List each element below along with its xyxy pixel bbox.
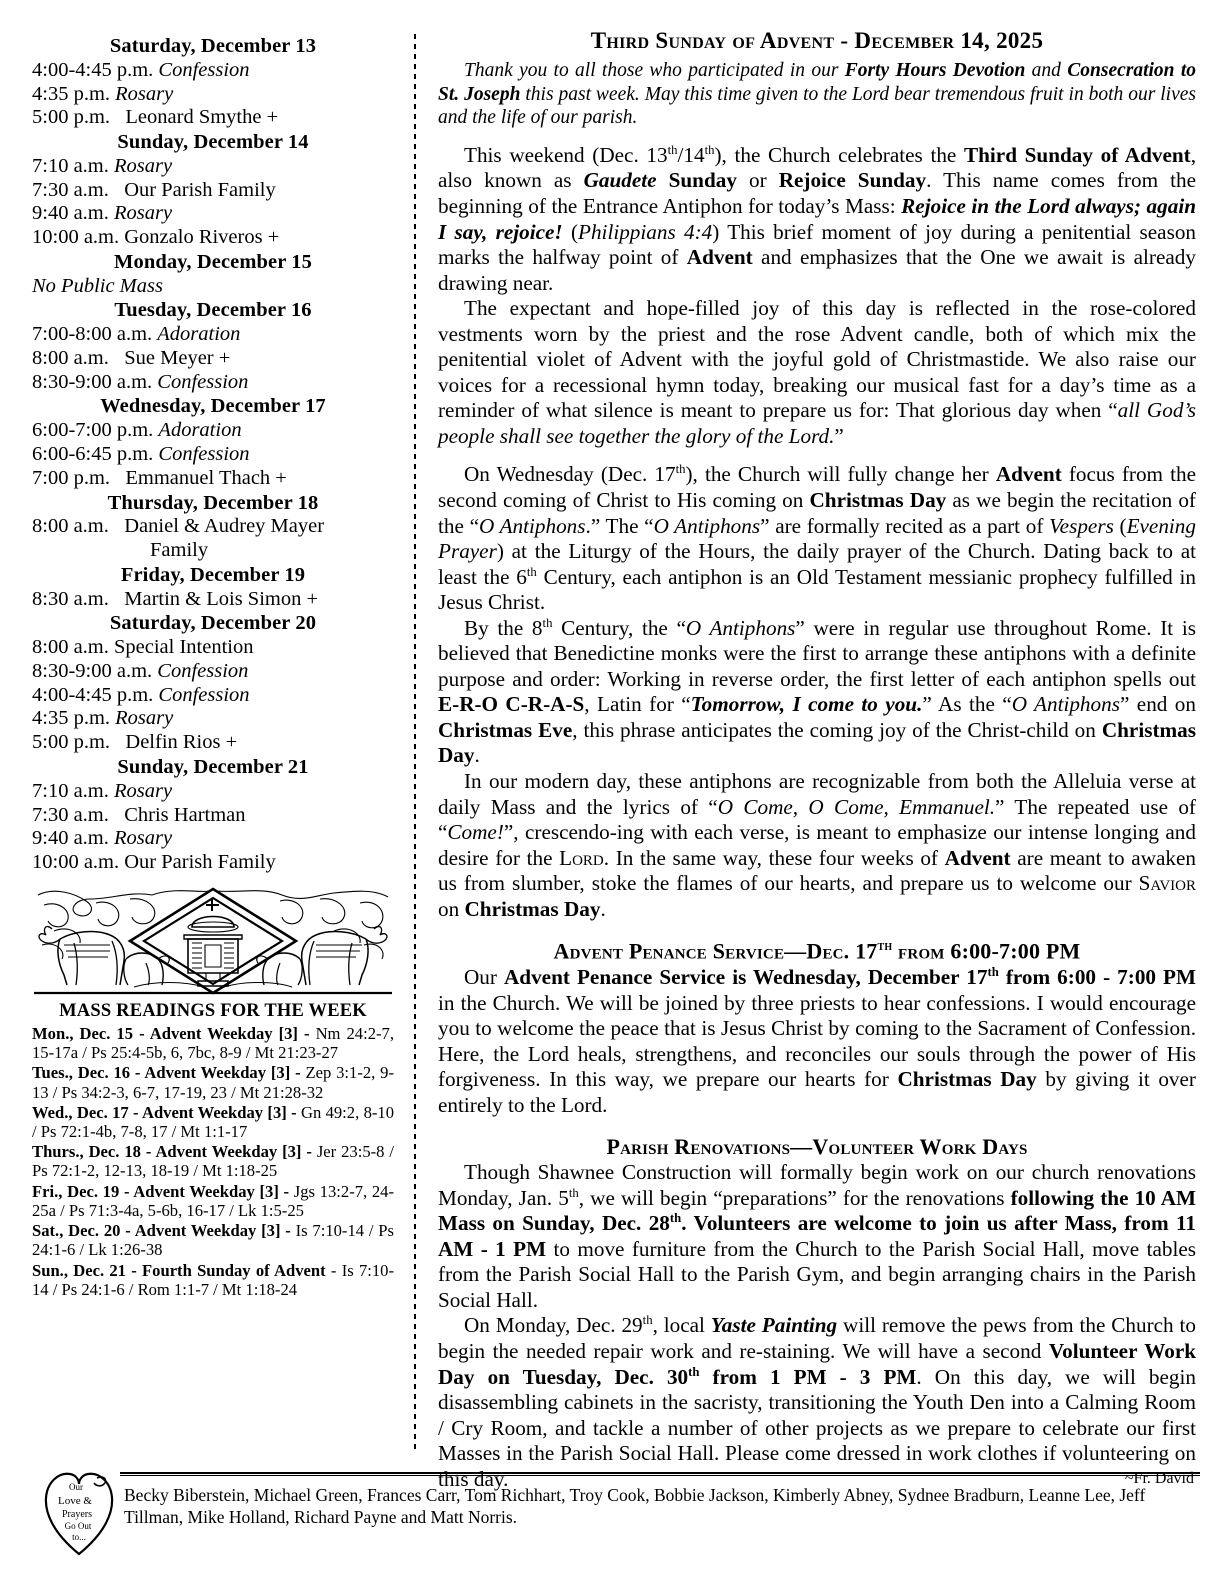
page-title: Third Sunday of Advent - December 14, 2025 — [590, 28, 1044, 53]
signature: ~Fr. David — [1124, 1470, 1194, 1488]
reading-item: Fri., Dec. 19 - Advent Weekday [3] - Jgs 13:2-7, 24-25a / Ps 71:3-4a, 5-6b, 16-17 / Lk 1:5-25 — [32, 1181, 394, 1220]
footer-rule — [120, 1472, 1200, 1476]
svg-text:Our: Our — [69, 1482, 83, 1492]
prayer-footer — [24, 1458, 1200, 1574]
reading-item: Thurs., Dec. 18 - Advent Weekday [3] - Jer 23:5-8 / Ps 72:1-2, 12-13, 18-19 / Mt 1:18-25 — [32, 1142, 394, 1181]
schedule-entry: 6:00-7:00 p.m. Adoration — [32, 419, 242, 442]
schedule-day-heading: Monday, December 15 — [114, 250, 312, 273]
reading-item: Tues., Dec. 16 - Advent Weekday [3] - Zep 3:1-2, 9-13 / Ps 34:2-3, 6-7, 17-19, 23 / Mt 21:28-32 — [32, 1063, 394, 1102]
prayer-names: Becky Biberstein, Michael Green, Frances Carr, Tom Richhart, Troy Cook, Bobbie Jackson, Kimberly Abney, Sydnee Bradburn, Leanne Lee, Jeff Tillman, Mike Holland, Richard Payne and Matt Norris. — [124, 1485, 1146, 1528]
deer-tabernacle-illustration — [32, 885, 394, 997]
schedule-day-heading: Thursday, December 18 — [107, 491, 319, 514]
schedule-entry: 4:00-4:45 p.m. Confession — [32, 683, 250, 706]
schedule-entry: 7:10 a.m. Rosary — [32, 154, 173, 177]
schedule-entry: 5:00 p.m. Delfin Rios + — [32, 731, 238, 754]
svg-text:Go Out: Go Out — [64, 1521, 92, 1531]
schedule-day-heading: Friday, December 19 — [120, 563, 306, 586]
renovations-paragraph: Though Shawnee Construction will formally begin work on our church renovations Monday, Jan. 5th, we will begin “preparations” for the renovations following the 10 AM Mass on Sunday, Dec. 28th. Volunteers are welcome to join us after Mass, from 11 AM - 1 PM to move furniture from the Church to the Parish Social Hall, move tables from the Parish Social Hall to the Parish Gym, and begin arranging chairs in the Parish Social Hall. — [438, 1160, 1196, 1312]
schedule-entry: 7:30 a.m. Chris Hartman — [32, 803, 246, 826]
schedule-entry: 6:00-6:45 p.m. Confession — [32, 443, 250, 466]
schedule-entry: 8:30-9:00 a.m. Confession — [32, 659, 249, 682]
letter-paragraph: This weekend (Dec. 13th/14th), the Church celebrates the Third Sunday of Advent, also known as Gaudete Sunday or Rejoice Sunday. This name comes from the beginning of the Entrance Antiphon for today’s Mass: Rejoice in the Lord always; again I say, rejoice! (Philippians 4:4) This brief moment of joy during a penitential season marks the halfway point of Advent and emphasizes that the One we await is already drawing near. — [438, 142, 1197, 295]
letter-paragraph: The expectant and hope-filled joy of this day is reflected in the rose-colored vestments worn by the priest and the rose Advent candle, both of which mix the penitential violet of Advent with the joyful gold of Christmastide. We also raise our voices for a recessional hymn today, breaking our musical fast for a day’s time as a reminder of what silence is meant to prepare us for: That glorious day when “all God’s people shall see together the glory of the Lord.” — [438, 296, 1196, 448]
penance-service-heading: Advent Penance Service—Dec. 17th from 6:00-7:00 PM — [553, 938, 1081, 964]
schedule-note: No Public Mass — [32, 274, 163, 297]
renovations-paragraph: On Monday, Dec. 29th, local Yaste Painting will remove the pews from the Church to begin the needed repair work and re-staining. We will have a second Volunteer Work Day on Tuesday, Dec. 30th from 1 PM - 3 PM. On this day, we will begin disassembling cabinets in the sacristy, transitioning the Youth Den into a Calming Room / Cry Room, and tackle a number of other projects as we prepare to celebrate our first Masses in the Parish Social Hall. Please come dressed in work clothes if volunteering on this day. — [438, 1313, 1197, 1491]
schedule-day-heading: Saturday, December 20 — [109, 612, 317, 635]
schedule-entry: 8:00 a.m. Special Intention — [32, 636, 254, 659]
schedule-day-heading: Tuesday, December 16 — [114, 299, 312, 322]
schedule-entry: 5:00 p.m. Leonard Smythe + — [32, 106, 279, 129]
reading-item: Mon., Dec. 15 - Advent Weekday [3] - Nm 24:2-7, 15-17a / Ps 25:4-5b, 6, 7bc, 8-9 / Mt 21:23-27 — [32, 1023, 394, 1063]
schedule-entry: 9:40 a.m. Rosary — [32, 827, 173, 850]
schedule-entry: 7:00-8:00 a.m. Adoration — [32, 323, 241, 346]
schedule-day-heading: Wednesday, December 17 — [100, 395, 326, 418]
schedule-entry: 7:30 a.m. Our Parish Family — [32, 178, 276, 201]
thank-you-note: Thank you to all those who participated in our Forty Hours Devotion and Consecration to St. Joseph this past week. May this time given to the Lord bear tremendous fruit in both our lives and the life of our parish. — [438, 60, 1197, 128]
mass-schedule — [32, 35, 394, 875]
schedule-day-heading: Sunday, December 21 — [117, 755, 309, 778]
schedule-continuation: Family — [150, 539, 209, 562]
svg-text:Love &: Love & — [58, 1495, 92, 1507]
penance-service-body: Our Advent Penance Service is Wednesday, December 17th from 6:00 - 7:00 PM in the Church. We will be joined by three priests to hear confessions. I would encourage you to welcome the peace that is Jesus Christ by coming to the Sacrament of Confession. Here, the Lord heals, strengthens, and reconciles our souls through the power of His forgiveness. In this way, we prepare our hearts for Christmas Day by giving it over entirely to the Lord. — [438, 965, 1196, 1117]
column-divider — [414, 34, 416, 1453]
renovations-heading: Parish Renovations—Volunteer Work Days — [606, 1133, 1028, 1159]
schedule-entry: 8:00 a.m. Daniel & Audrey Mayer — [32, 515, 325, 538]
love-and-prayers-heart-icon — [42, 1462, 116, 1558]
schedule-day-heading: Saturday, December 13 — [109, 35, 317, 57]
letter-paragraph: By the 8th Century, the “O Antiphons” were in regular use throughout Rome. It is believed that Benedictine monks were the first to arrange these antiphons with a definite purpose and order: Working in reverse order, the first letter of each antiphon spells out E-R-O C-R-A-S, Latin for “Tomorrow, I come to you.” As the “O Antiphons” end on Christmas Eve, this phrase anticipates the coming joy of the Christ-child on Christmas Day. — [438, 615, 1196, 768]
readings-list — [32, 1024, 394, 1299]
schedule-entry: 4:00-4:45 p.m. Confession — [32, 58, 250, 81]
readings-heading: MASS READINGS FOR THE WEEK — [59, 1000, 367, 1021]
schedule-entry: 8:00 a.m. Sue Meyer + — [32, 346, 231, 369]
letter-paragraph: On Wednesday (Dec. 17th), the Church will fully change her Advent focus from the second coming of Christ to His coming on Christmas Day as we begin the recitation of the “O Antiphons.” The “O Antiphons” are formally recited as a part of Vespers (Evening Prayer) at the Liturgy of the Hours, the daily prayer of the Church. Dating back to at least the 6th Century, each antiphon is an Old Testament messianic prophecy fulfilled in Jesus Christ. — [438, 462, 1197, 615]
schedule-entry: 7:10 a.m. Rosary — [32, 779, 173, 802]
svg-text:to...: to... — [72, 1532, 86, 1542]
schedule-entry: 7:00 p.m. Emmanuel Thach + — [32, 466, 287, 489]
schedule-entry: 4:35 p.m. Rosary — [32, 707, 174, 730]
letter-paragraph: In our modern day, these antiphons are recognizable from both the Alleluia verse at daily Mass and the lyrics of “O Come, O Come, Emmanuel.” The repeated use of “Come!”, crescendo-ing with each verse, is meant to emphasize our intense longing and desire for the Lord. In the same way, these four weeks of Advent are meant to awaken us from slumber, stoke the flames of our hearts, and prepare us to welcome our Savior on Christmas Day. — [438, 769, 1196, 921]
schedule-day-heading: Sunday, December 14 — [117, 131, 309, 154]
schedule-entry: 4:35 p.m. Rosary — [32, 82, 174, 105]
right-column — [428, 28, 1200, 1491]
reading-item: Wed., Dec. 17 - Advent Weekday [3] - Gn 49:2, 8-10 / Ps 72:1-4b, 7-8, 17 / Mt 1:1-17 — [32, 1102, 394, 1141]
reading-item: Sun., Dec. 21 - Fourth Sunday of Advent - Is 7:10-14 / Ps 24:1-6 / Rom 1:1-7 / Mt 1:18-24 — [32, 1260, 394, 1299]
pastor-letter — [438, 143, 1196, 922]
reading-item: Sat., Dec. 20 - Advent Weekday [3] - Is 7:10-14 / Ps 24:1-6 / Lk 1:26-38 — [32, 1221, 394, 1260]
schedule-entry: 8:30 a.m. Martin & Lois Simon + — [32, 587, 319, 610]
renovations-body — [438, 1160, 1196, 1492]
schedule-entry: 10:00 a.m. Our Parish Family — [32, 851, 276, 874]
left-column — [24, 28, 402, 1300]
schedule-entry: 9:40 a.m. Rosary — [32, 202, 173, 225]
two-column-layout — [24, 28, 1200, 1491]
svg-text:Prayers: Prayers — [62, 1509, 92, 1520]
schedule-entry: 8:30-9:00 a.m. Confession — [32, 370, 249, 393]
schedule-entry: 10:00 a.m. Gonzalo Riveros + — [32, 226, 280, 249]
